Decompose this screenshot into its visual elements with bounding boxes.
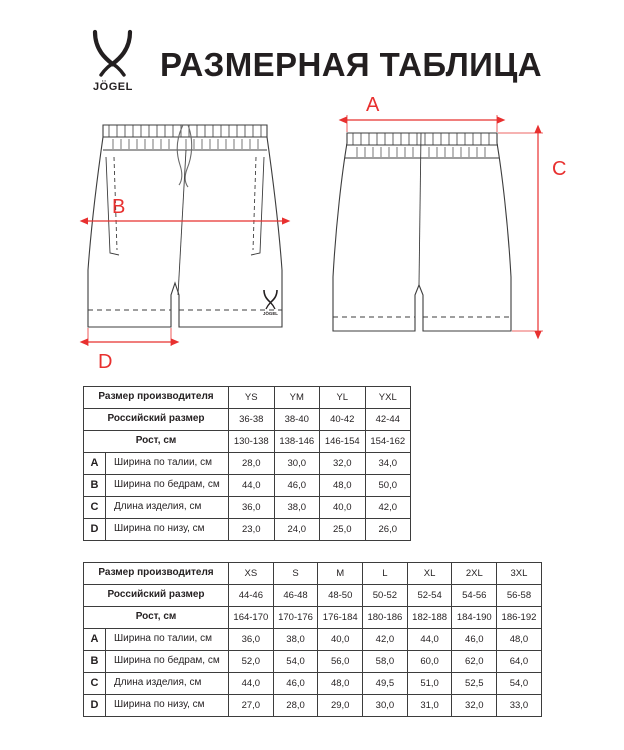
size-cell: YS: [229, 387, 275, 409]
measure-desc: Длина изделия, см: [106, 673, 229, 695]
measure-value: 58,0: [363, 651, 408, 673]
measure-value: 25,0: [320, 519, 366, 541]
measure-value: 44,0: [407, 629, 452, 651]
russian-size-cell: 56-58: [497, 585, 542, 607]
measure-value: 32,0: [320, 453, 366, 475]
measure-value: 28,0: [229, 453, 275, 475]
table-row-manufacturer: [84, 387, 411, 409]
size-table-youth: [83, 386, 410, 541]
russian-size-cell: 38-40: [274, 409, 320, 431]
measure-value: 56,0: [318, 651, 363, 673]
table-row-measure-d: [84, 695, 542, 717]
measure-desc: Длина изделия, см: [106, 497, 229, 519]
measure-value: 40,0: [320, 497, 366, 519]
size-cell: L: [363, 563, 408, 585]
size-cell: XS: [229, 563, 274, 585]
russian-size-cell: 40-42: [320, 409, 366, 431]
measure-letter: A: [84, 453, 106, 475]
table-row-height: [84, 431, 411, 453]
measure-value: 44,0: [229, 673, 274, 695]
height-cell: 184-190: [452, 607, 497, 629]
height-cell: 182-188: [407, 607, 452, 629]
table-row-measure-c: [84, 497, 411, 519]
measure-value: 52,5: [452, 673, 497, 695]
russian-size-cell: 46-48: [273, 585, 318, 607]
table-row-manufacturer: [84, 563, 542, 585]
measure-value: 42,0: [365, 497, 411, 519]
svg-text:JÖGEL: JÖGEL: [263, 311, 278, 316]
measure-value: 29,0: [318, 695, 363, 717]
size-cell: YM: [274, 387, 320, 409]
height-cell: 154-162: [365, 431, 411, 453]
height-cell: 130-138: [229, 431, 275, 453]
table-row-height: [84, 607, 542, 629]
russian-size-cell: 52-54: [407, 585, 452, 607]
measure-value: 34,0: [365, 453, 411, 475]
measure-value: 48,0: [497, 629, 542, 651]
table-row-measure-c: [84, 673, 542, 695]
row-label-height: Рост, см: [84, 607, 229, 629]
measure-label-c: C: [552, 158, 567, 180]
russian-size-cell: 54-56: [452, 585, 497, 607]
measure-value: 44,0: [229, 475, 275, 497]
jogel-wordmark: JÖGEL: [93, 81, 133, 93]
table-row-russian-size: [84, 585, 542, 607]
height-cell: 170-176: [273, 607, 318, 629]
height-cell: 176-184: [318, 607, 363, 629]
measure-value: 26,0: [365, 519, 411, 541]
row-label-russian: Российский размер: [84, 409, 229, 431]
russian-size-cell: 36-38: [229, 409, 275, 431]
russian-size-cell: 50-52: [363, 585, 408, 607]
measure-desc: Ширина по талии, см: [106, 629, 229, 651]
measure-value: 36,0: [229, 629, 274, 651]
measure-value: 46,0: [273, 673, 318, 695]
table-row-russian-size: [84, 409, 411, 431]
size-cell: 3XL: [497, 563, 542, 585]
measure-value: 42,0: [363, 629, 408, 651]
measure-desc: Ширина по бедрам, см: [106, 651, 229, 673]
height-cell: 146-154: [320, 431, 366, 453]
jogel-brand-logo: [82, 29, 144, 99]
measure-value: 54,0: [497, 673, 542, 695]
shorts-front-view: [88, 125, 282, 327]
measure-value: 50,0: [365, 475, 411, 497]
measure-value: 38,0: [273, 629, 318, 651]
jogel-logo-icon: [91, 29, 135, 81]
row-label-manufacturer: Размер производителя: [84, 387, 229, 409]
measure-label-d: D: [98, 351, 113, 373]
measure-letter: D: [84, 695, 106, 717]
measure-desc: Ширина по бедрам, см: [106, 475, 229, 497]
measure-value: 28,0: [273, 695, 318, 717]
size-table-adult: [83, 562, 541, 717]
measure-letter: A: [84, 629, 106, 651]
table-row-measure-d: [84, 519, 411, 541]
measure-value: 24,0: [274, 519, 320, 541]
measure-value: 40,0: [318, 629, 363, 651]
table-row-measure-b: [84, 651, 542, 673]
measure-line-d: [88, 328, 171, 373]
measure-letter: D: [84, 519, 106, 541]
measure-value: 60,0: [407, 651, 452, 673]
russian-size-cell: 48-50: [318, 585, 363, 607]
measure-line-a: [347, 95, 497, 132]
row-label-manufacturer: Размер производителя: [84, 563, 229, 585]
measure-value: 64,0: [497, 651, 542, 673]
measure-value: 32,0: [452, 695, 497, 717]
shorts-diagrams: [0, 95, 624, 380]
measure-value: 52,0: [229, 651, 274, 673]
measure-label-a: A: [366, 95, 380, 116]
measure-value: 36,0: [229, 497, 275, 519]
size-cell: XL: [407, 563, 452, 585]
measure-value: 48,0: [320, 475, 366, 497]
russian-size-cell: 44-46: [229, 585, 274, 607]
row-label-height: Рост, см: [84, 431, 229, 453]
russian-size-cell: 42-44: [365, 409, 411, 431]
size-cell: M: [318, 563, 363, 585]
height-cell: 138-146: [274, 431, 320, 453]
measure-value: 30,0: [274, 453, 320, 475]
size-cell: YXL: [365, 387, 411, 409]
table-row-measure-b: [84, 475, 411, 497]
measure-desc: Ширина по низу, см: [106, 519, 229, 541]
measure-value: 49,5: [363, 673, 408, 695]
measure-value: 33,0: [497, 695, 542, 717]
size-cell: 2XL: [452, 563, 497, 585]
measure-letter: C: [84, 497, 106, 519]
row-label-russian: Российский размер: [84, 585, 229, 607]
page-title: РАЗМЕРНАЯ ТАБЛИЦА: [159, 45, 543, 83]
measure-value: 30,0: [363, 695, 408, 717]
height-cell: 180-186: [363, 607, 408, 629]
measure-value: 48,0: [318, 673, 363, 695]
measure-letter: B: [84, 475, 106, 497]
table-row-measure-a: [84, 629, 542, 651]
measure-value: 46,0: [274, 475, 320, 497]
measure-desc: Ширина по низу, см: [106, 695, 229, 717]
table-row-measure-a: [84, 453, 411, 475]
measure-value: 38,0: [274, 497, 320, 519]
height-cell: 164-170: [229, 607, 274, 629]
measure-letter: B: [84, 651, 106, 673]
measure-value: 51,0: [407, 673, 452, 695]
height-cell: 186-192: [497, 607, 542, 629]
size-cell: S: [273, 563, 318, 585]
measure-value: 23,0: [229, 519, 275, 541]
measure-label-b: B: [112, 196, 126, 218]
measure-letter: C: [84, 673, 106, 695]
measure-desc: Ширина по талии, см: [106, 453, 229, 475]
measure-value: 54,0: [273, 651, 318, 673]
measure-value: 31,0: [407, 695, 452, 717]
measure-value: 27,0: [229, 695, 274, 717]
measure-value: 46,0: [452, 629, 497, 651]
size-cell: YL: [320, 387, 366, 409]
page-header: [0, 28, 624, 100]
measure-value: 62,0: [452, 651, 497, 673]
shorts-back-view: [333, 133, 511, 331]
